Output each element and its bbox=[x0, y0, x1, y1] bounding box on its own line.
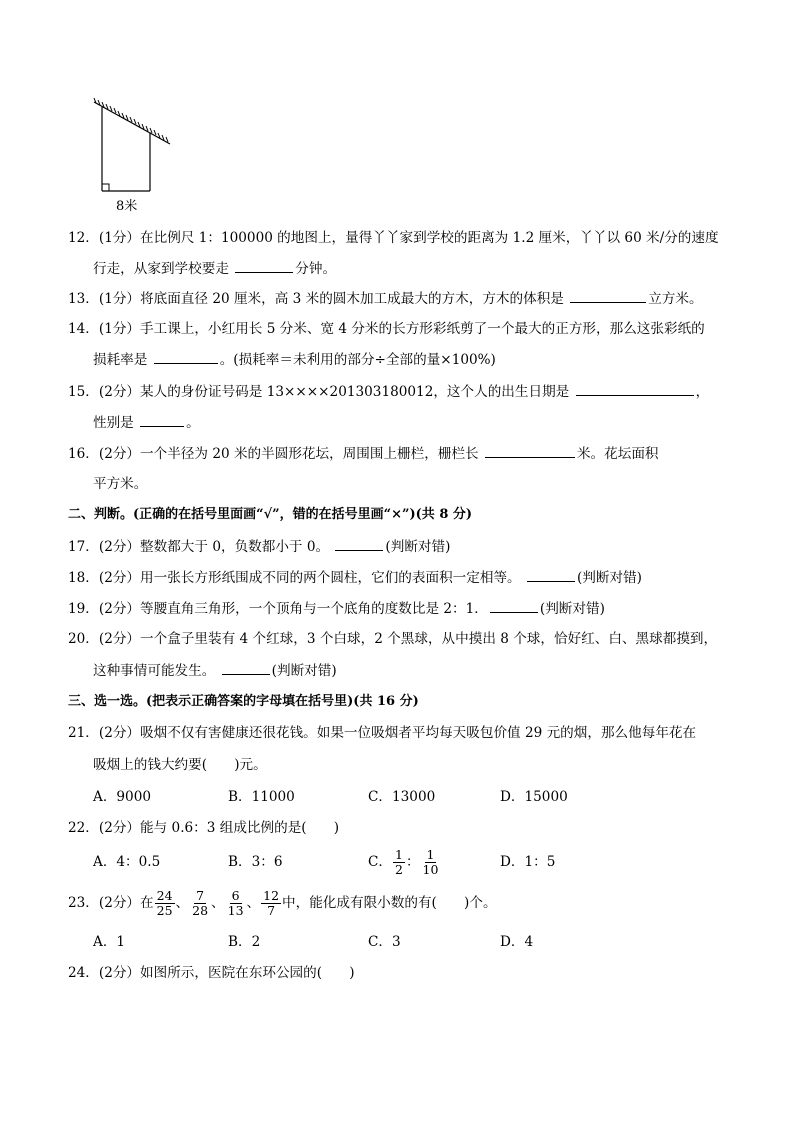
question-23: 23．(2分）在 $\frac{24}{25}$ 、 $\frac{7}{28}$ 、 $\frac{6}{13}$ 、 $\frac{12}{7}$ 中，能化成有限小数的有( )个。 bbox=[68, 887, 497, 918]
option-c[interactable]: C．3 bbox=[368, 934, 401, 950]
question-19: 19．(2分）等腰直角三角形，一个顶角与一个底角的度数比是 2：1． (判断对错) bbox=[68, 598, 605, 619]
option-b[interactable]: B．11000 bbox=[228, 789, 295, 805]
question-17: 17．(2分）整数都大于 0，负数都小于 0。 (判断对错) bbox=[68, 536, 450, 557]
question-14-cont: 损耗率是 。(损耗率＝未利用的部分÷全部的量×100%) bbox=[93, 349, 496, 370]
slope-roof-figure bbox=[88, 92, 178, 212]
section-3-title: 三、选一选。(把表示正确答案的字母填在括号里)(共 16 分) bbox=[68, 694, 419, 709]
question-15-cont: 性别是 。 bbox=[93, 412, 200, 433]
answer-blank[interactable] bbox=[576, 381, 694, 396]
question-20-cont: 这种事情可能发生。 (判断对错) bbox=[93, 660, 337, 681]
option-a[interactable]: A．9000 bbox=[93, 789, 152, 805]
figure-width-label: 8米 bbox=[116, 199, 138, 214]
question-22: 22．(2分）能与 0.6：3 组成比例的是( ) bbox=[68, 820, 340, 836]
question-16-cont: 平方米。 bbox=[93, 476, 148, 492]
fraction: $\frac{1}{2}$ bbox=[395, 846, 403, 877]
option-c[interactable]: C． $\frac{1}{2}$ ： $\frac{1}{10}$ bbox=[368, 846, 439, 877]
answer-blank[interactable] bbox=[235, 258, 293, 273]
answer-blank[interactable] bbox=[335, 536, 383, 551]
question-15: 15．(2分）某人的身份证号码是 13××××201303180012，这个人的出生日期是 ， bbox=[68, 381, 709, 402]
answer-blank[interactable] bbox=[222, 660, 270, 675]
fraction: $\frac{7}{28}$ bbox=[192, 887, 209, 918]
answer-blank[interactable] bbox=[527, 567, 575, 582]
answer-blank[interactable] bbox=[140, 412, 184, 427]
question-24: 24．(2分）如图所示，医院在东环公园的( ) bbox=[68, 965, 355, 981]
question-16: 16．(2分）一个半径为 20 米的半圆形花坛，周围围上栅栏，栅栏长 米。花坛面积 bbox=[68, 443, 659, 464]
question-20: 20．(2分）一个盒子里装有 4 个红球，3 个白球，2 个黑球，从中摸出 8 个球，恰好红、白、黑球都摸到， bbox=[68, 631, 718, 647]
option-d[interactable]: D．1：5 bbox=[500, 854, 556, 870]
option-a[interactable]: A．4：0.5 bbox=[93, 854, 161, 870]
option-c[interactable]: C．13000 bbox=[368, 789, 436, 805]
fraction: $\frac{24}{25}$ bbox=[156, 887, 173, 918]
fraction: $\frac{12}{7}$ bbox=[263, 887, 280, 918]
question-12-cont: 行走，从家到学校要走 分钟。 bbox=[93, 258, 336, 279]
fraction: $\frac{1}{10}$ bbox=[422, 846, 439, 877]
answer-blank[interactable] bbox=[570, 288, 646, 303]
question-12: 12．(1分）在比例尺 1：100000 的地图上，量得丫丫家到学校的距离为 1.2 厘米，丫丫以 60 米/分的速度 bbox=[68, 230, 719, 246]
section-2-title: 二、判断。(正确的在括号里面画“√”，错的在括号里画“×”)(共 8 分) bbox=[68, 507, 473, 522]
option-b[interactable]: B．3：6 bbox=[228, 854, 283, 870]
question-21: 21．(2分）吸烟不仅有害健康还很花钱。如果一位吸烟者平均每天吸包价值 29 元的烟，那么他每年花在 bbox=[68, 725, 697, 741]
question-14: 14．(1分）手工课上，小红用长 5 分米、宽 4 分米的长方形彩纸剪了一个最大的正方形，那么这张彩纸的 bbox=[68, 321, 705, 337]
question-18: 18．(2分）用一张长方形纸围成不同的两个圆柱，它们的表面积一定相等。 (判断对错) bbox=[68, 567, 642, 588]
fraction: $\frac{6}{13}$ bbox=[227, 887, 244, 918]
question-21-cont: 吸烟上的钱大约要( )元。 bbox=[93, 757, 267, 773]
option-a[interactable]: A．1 bbox=[93, 934, 126, 950]
option-d[interactable]: D．15000 bbox=[500, 789, 568, 805]
answer-blank[interactable] bbox=[154, 349, 218, 364]
question-13: 13．(1分）将底面直径 20 厘米，高 3 米的圆木加工成最大的方木，方木的体积是 立方米。 bbox=[68, 288, 703, 309]
option-d[interactable]: D．4 bbox=[500, 934, 534, 950]
answer-blank[interactable] bbox=[485, 443, 575, 458]
answer-blank[interactable] bbox=[490, 598, 538, 613]
option-b[interactable]: B．2 bbox=[228, 934, 261, 950]
